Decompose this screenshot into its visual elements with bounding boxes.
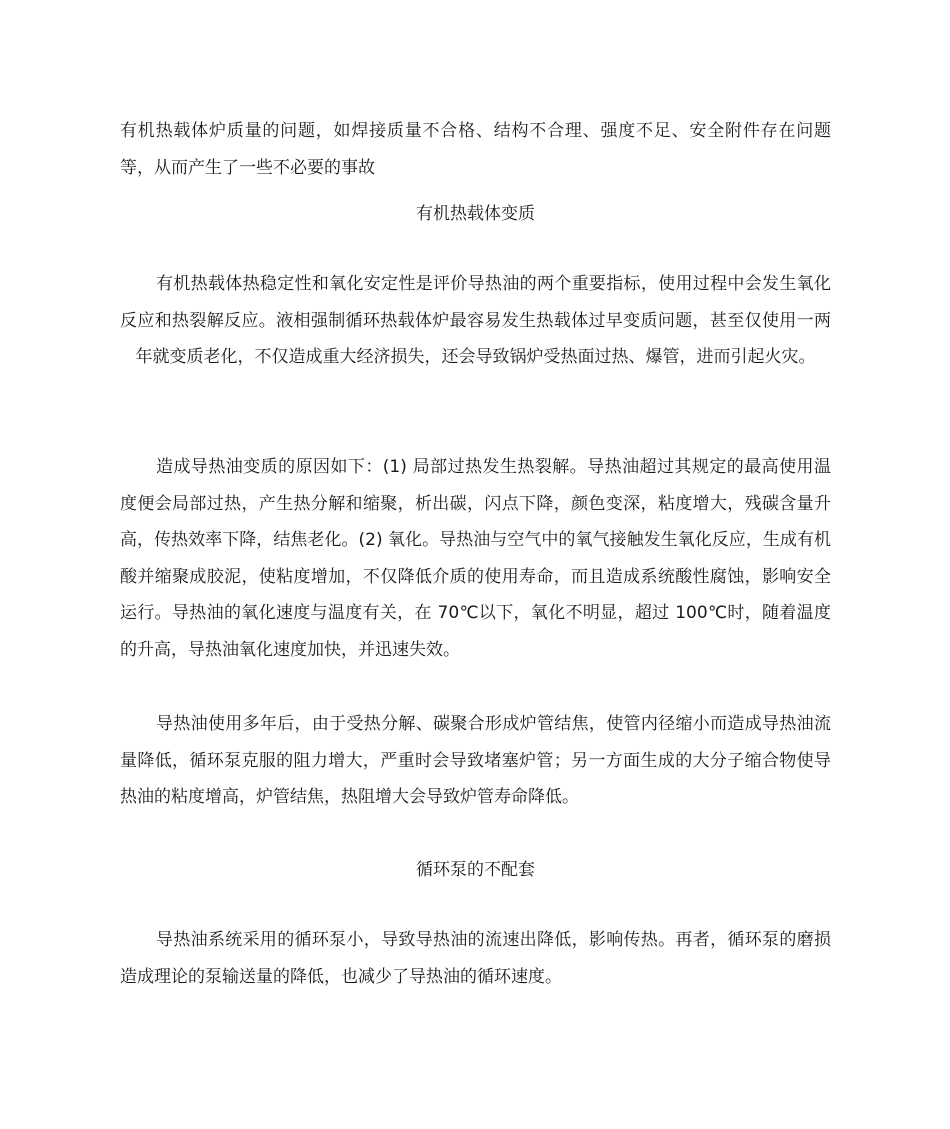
intro-paragraph: 有机热载体炉质量的问题，如焊接质量不合格、结构不合理、强度不足、安全附件存在问题等，从而产生了一些不必要的事故 xyxy=(120,121,831,178)
section-heading-degradation: 有机热载体变质 xyxy=(416,204,535,224)
section-heading-pump: 循环泵的不配套 xyxy=(416,860,535,880)
paragraph-degradation-intro: 有机热载体热稳定性和氧化安定性是评价导热油的两个重要指标，使用过程中会发生氧化反应和热裂解反应。液相强制循环热载体炉最容易发生热载体过早变质问题，甚至仅使用一两年就变质老化，不仅造成重大经济损失，还会导致锅炉受热面过热、爆管，进而引起火灾。 xyxy=(120,274,831,367)
paragraph-pump: 导热油系统采用的循环泵小，导致导热油的流速出降低，影响传热。再者，循环泵的磨损造成理论的泵输送量的降低，也减少了导热油的循环速度。 xyxy=(120,930,831,987)
paragraph-degradation-causes: 造成导热油变质的原因如下：(1) 局部过热发生热裂解。导热油超过其规定的最高使用温度便会局部过热，产生热分解和缩聚，析出碳，闪点下降，颜色变深，粘度增大，残碳含量升高，传热效率下降，结焦老化。(2) 氧化。导热油与空气中的氧气接触发生氧化反应，生成有机酸并缩聚成胶泥，使粘度增加，不仅降低介质的使用寿命，而且造成系统酸性腐蚀，影响安全运行。导热油的氧化速度与温度有关，在 70℃以下，氧化不明显，超过 100℃时，随着温度的升高，导热油氧化速度加快，并迅速失效。 xyxy=(120,457,831,660)
paragraph-coking: 导热油使用多年后，由于受热分解、碳聚合形成炉管结焦，使管内径缩小而造成导热油流量降低，循环泵克服的阻力增大，严重时会导致堵塞炉管；另一方面生成的大分子缩合物使导热油的粘度增高，炉管结焦，热阻增大会导致炉管寿命降低。 xyxy=(120,714,831,807)
